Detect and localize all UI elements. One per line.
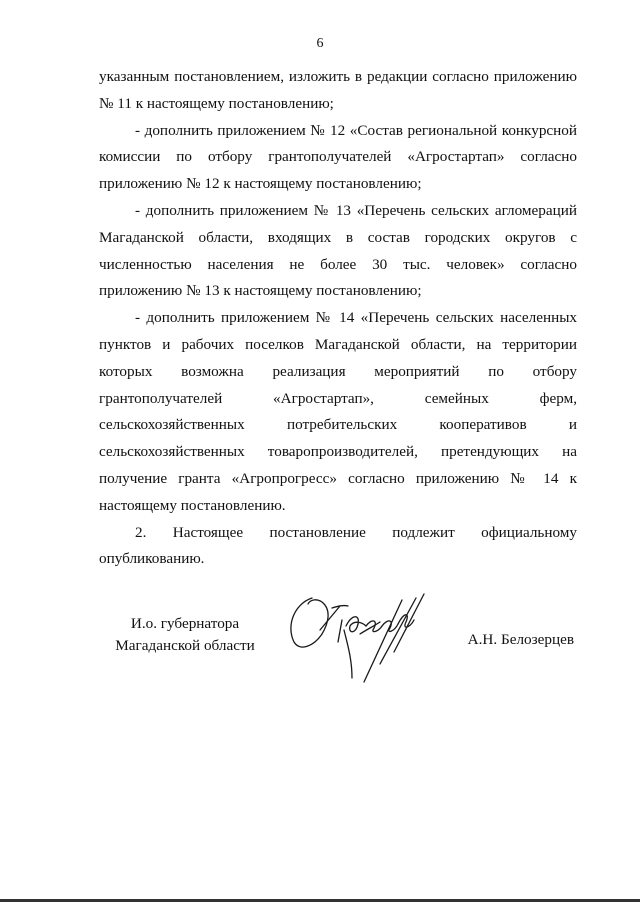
handwritten-signature — [282, 590, 432, 685]
signatory-title — [100, 613, 270, 657]
paragraph-appendix-12: - дополнить приложением № 12 «Состав региональной конкурсной комиссии по отбору грантополучателей «Агростартап» согласно приложению № 12 к настоящему постановлению; — [99, 121, 577, 193]
paragraph-continuation: указанным постановлением, изложить в редакции согласно приложению № 11 к настоящему постановлению; — [99, 68, 577, 112]
document-body — [99, 64, 577, 573]
paragraph-publication: 2. Настоящее постановление подлежит официальному опубликованию. — [99, 523, 577, 568]
paragraph-appendix-14: - дополнить приложением № 14 «Перечень сельских населенных пунктов и рабочих поселков Магаданской области, на территории которых возможна реализация мероприятий по отбору грантополучателей «Агростартап», семейных ферм, сельскохозяйственных потребительских кооперативов и сельскохозяйственных товаропроизводителей, претендующих на получение гранта «Агропрогресс» согласно приложению № 14 к настоящему постановлению. — [99, 309, 577, 514]
paragraph-appendix-13: - дополнить приложением № 13 «Перечень сельских агломераций Магаданской области, входящих в состав городских округов с численностью населения не более 30 тыс. человек» согласно приложению № 13 к настоящему постановлению; — [99, 201, 577, 300]
signatory-title-line2: Магаданской области — [115, 637, 255, 654]
bottom-border-line — [0, 899, 640, 902]
signatory-name: А.Н. Белозерцев — [467, 631, 574, 648]
page-number: 6 — [316, 36, 324, 51]
signatory-title-line1: И.о. губернатора — [130, 615, 240, 632]
